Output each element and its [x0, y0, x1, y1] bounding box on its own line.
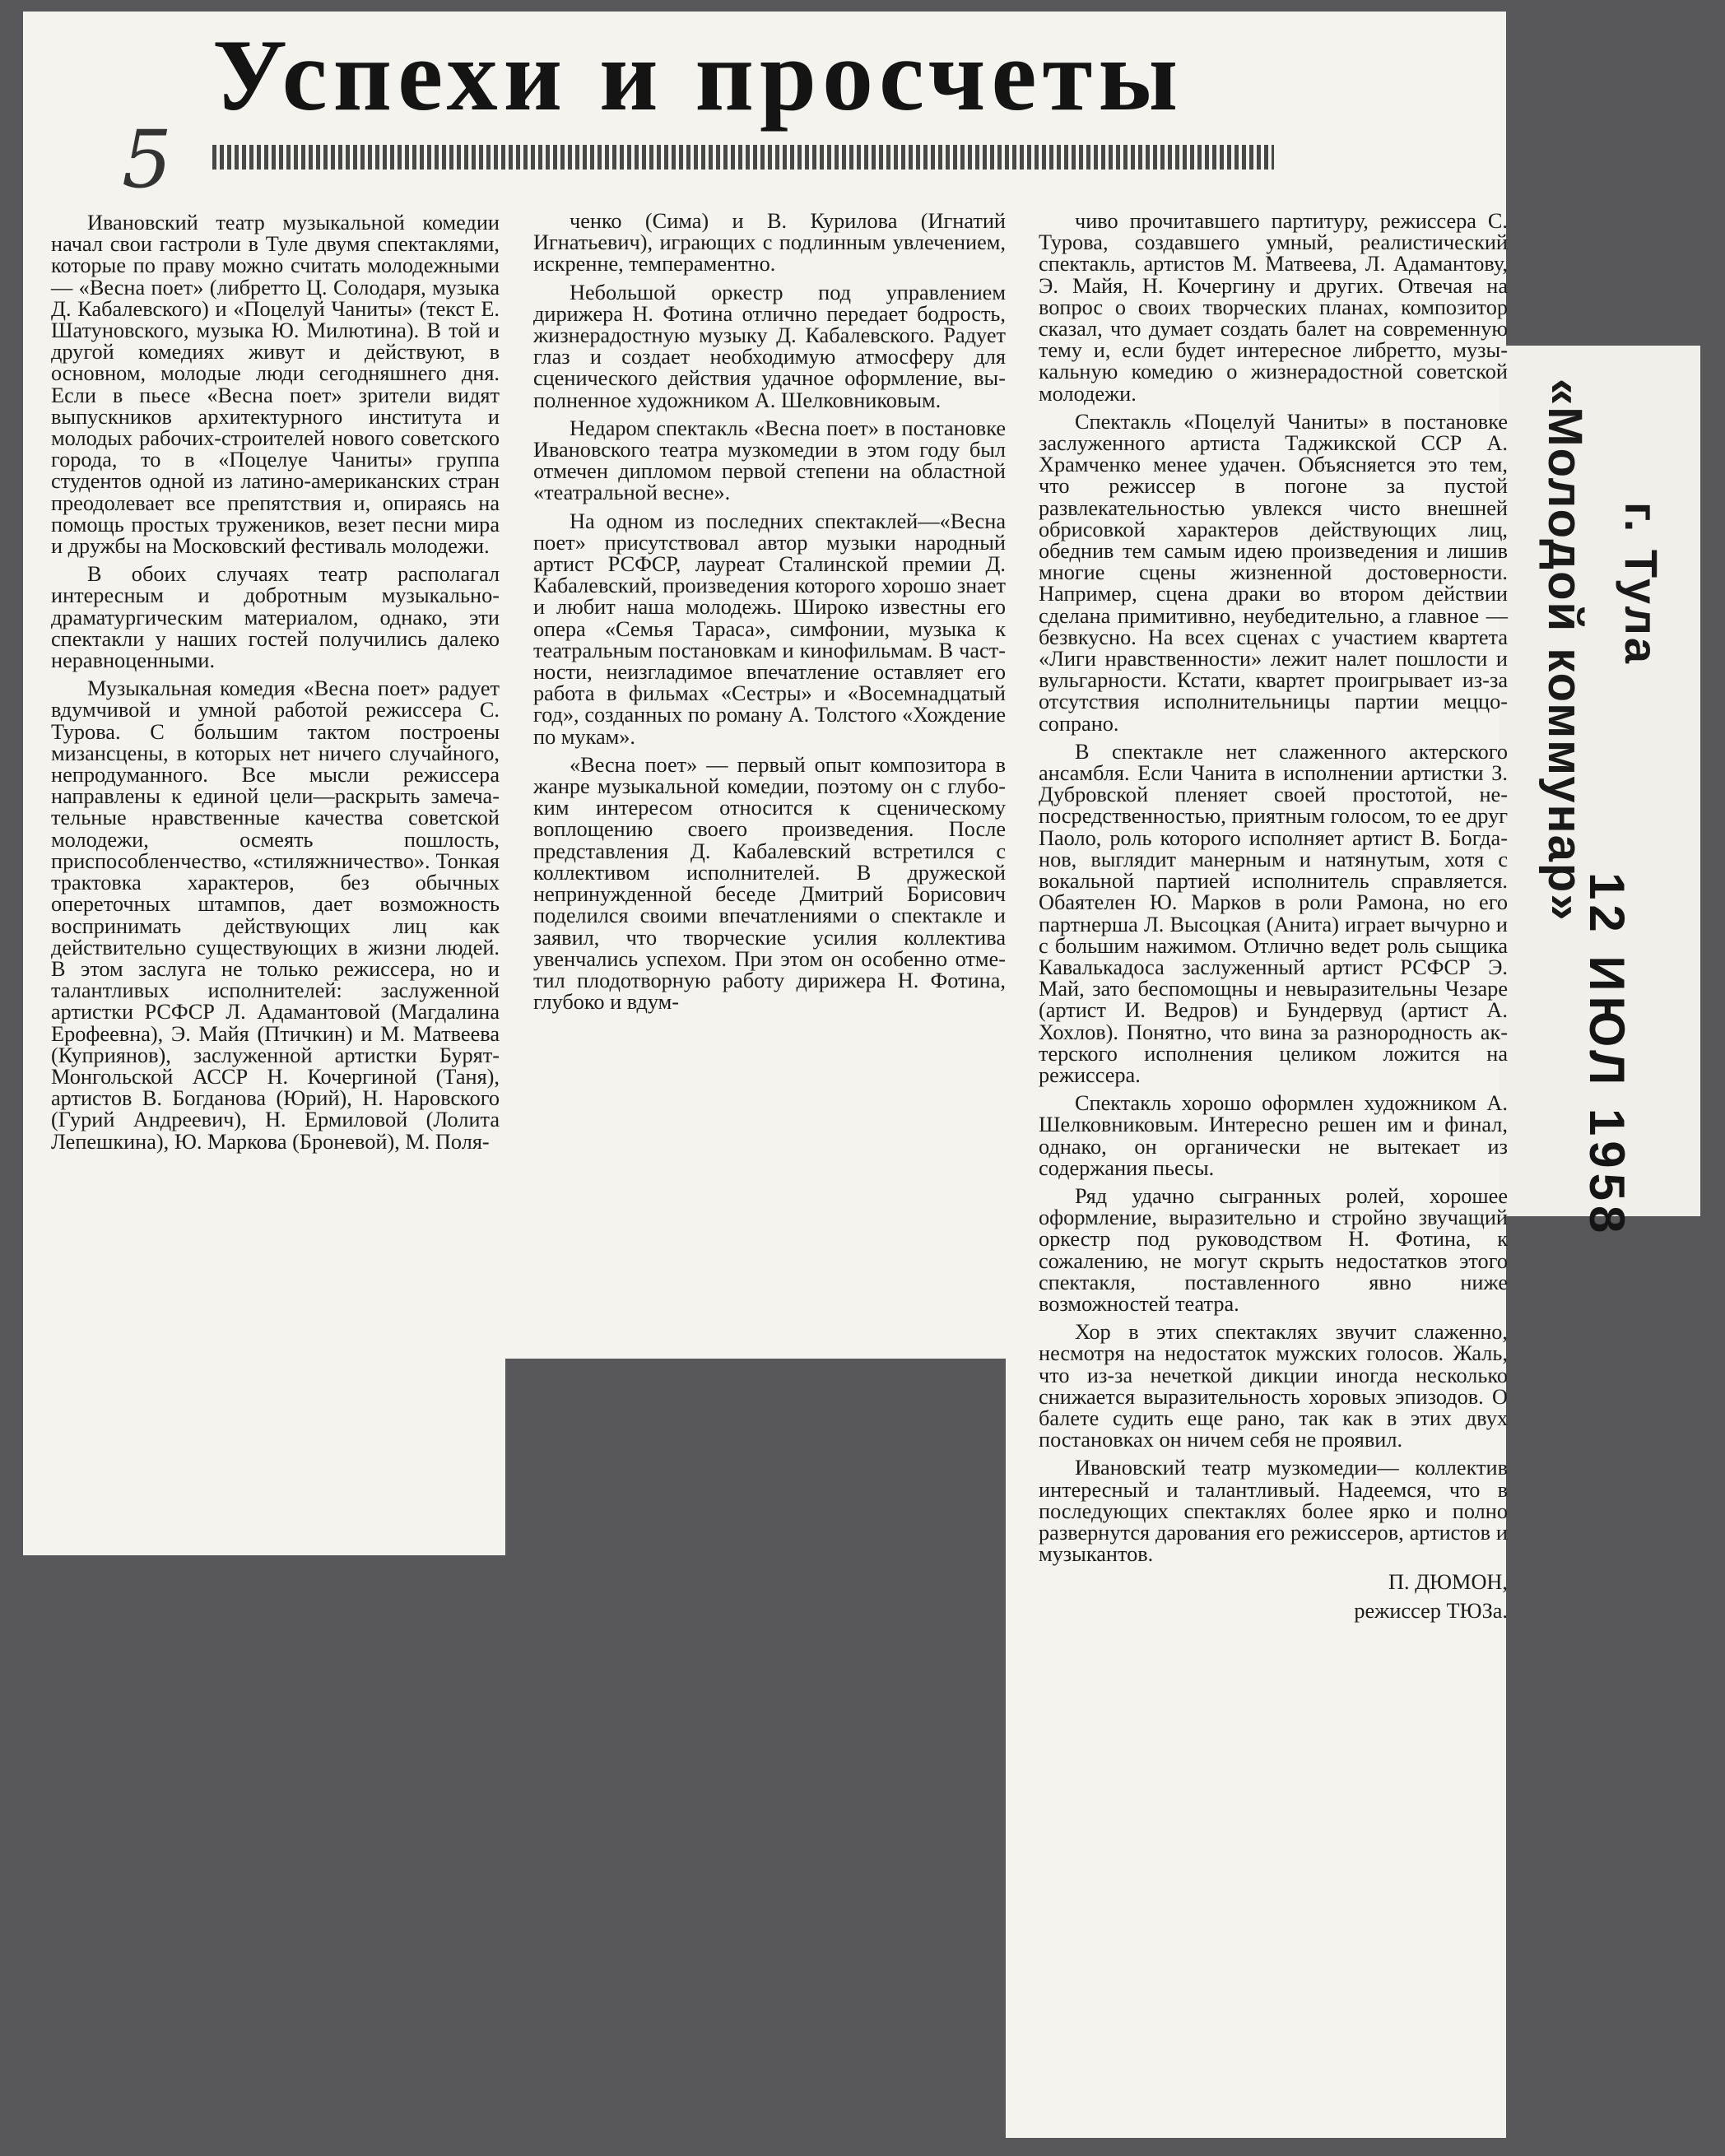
paragraph: Ряд удачно сыгранных ролей, хорошее оформление, выразительно и стройно звучащий оркестр под руководством Н. Фотина, к сожалению, не могут скрыть недостатков этого спектакля, поставленного явно ниже возможностей театра. [1039, 1183, 1508, 1316]
paragraph: Недаром спектакль «Весна поет» в постановке Ивановского театра музкомедии в этом году был отмечен дипломом первой степени на областной «театральной весне». [533, 416, 1006, 505]
paragraph: Ивановский театр музыкальной комедии начал свои гастроли в Туле двумя спектаклями, которые по праву можно считать молодежными — «Весна поет» (либретто Ц. Солодаря, музыка Д. Кабалевского) и «Поцелуй Чаниты» (текст Е. Шатуновского, музыка Ю. Милютина). В той и другой комедиях живут и действуют, в основном, молодые люди сегодняшнего дня. Если в пьесе «Весна поет» зрители видят выпускников архитектурного института и молодых рабочих-строителей нового советского города, то в «Поцелуе Чаниты» группа студентов одной из латино-американских стран преодолевает все препятствия и, опираясь на помощь простых тружеников, везет песни мира и дружбы на Московский фестиваль молодежи. [51, 211, 500, 559]
paragraph: В обоих случаях театр располагал интересным и добротным музыкально-драматургическим материалом, однако, эти спектакли у наших гостей получились далеко неравноценными. [51, 562, 500, 673]
stamp-date: 12 ИЮЛ 1958 [1579, 872, 1634, 1238]
author-signature: П. ДЮМОН, [1388, 1570, 1508, 1595]
paragraph: ченко (Сима) и В. Курилова (Игнатий Игнатьевич), играющих с подлинным увлечением, искренне, темпераментно. [533, 209, 1006, 276]
paragraph: Ивановский театр музкомедии— коллектив интересный и талантливый. Надеемся, что в последующих спектаклях более ярко и полно развернутся дарования его режиссеров, артистов и музыкантов. [1039, 1456, 1508, 1567]
paragraph: На одном из последних спектаклей—«Весна поет» присутствовал автор музыки народный артист РСФСР, лауреат Сталинской премии Д. Кабалевский, произведения которого хорошо знает и любит наша молодежь. Широко известны его опера «Семья Тараса», симфонии, музыка к театральным постановкам и кинофильмам. В частности, неизгладимое впечатление оставляет его работа в фильмах «Сестры» и «Восемнадцатый год», созданных по роману А. Толстого «Хождение по мукам». [533, 509, 1006, 749]
article-column-1 [51, 212, 500, 1159]
paragraph: В спектакле нет слаженного актерского ансамбля. Если Чанита в исполнении артистки З. Дубровской пленяет своей простотой, непосредственностью, приятным голосом, то ее друг Паоло, роль которого исполняет артист В. Богданов, выглядит манерным и натянутым, хотя с вокальной партией исполнитель справляется. Обаятелен Ю. Марков в роли Рамона, но его партнерша Л. Высоцкая (Анита) играет вычурно и с большим нажимом. Отлично ведет роль сыщика Кавалькадоса заслуженный артист РСФСР Э. Май, зато беспомощны и невыразительны Чезаре (артист И. Ведров) и Бундервуд (артист А. Хохлов). Понятно, что вина за разнородность актерского исполнения целиком ложится на режиссера. [1039, 739, 1508, 1087]
paragraph: Хор в этих спектаклях звучит слаженно, несмотря на недостаток мужских голосов. Жаль, что из-за нечеткой дикции иногда несколько снижается выразительность хоровых эпизодов. О балете судить еще рано, так как в этих двух постановках он ничем себя не проявил. [1039, 1320, 1508, 1452]
clipping-paper-left-tail [23, 1350, 505, 1555]
paragraph: чиво прочитавшего партитуру, режиссера С. Турова, создавшего умный, реалистический спектакль, артистов М. Матвеева, Л. Адамантову, Э. Майя, Н. Кочергину и других. Отвечая на вопрос о своих творческих планах, композитор сказал, что думает создать балет на современную тему и, если будет интересное либретто, музыкальную комедию о жизнерадостной советской молодежи. [1039, 209, 1508, 406]
handwritten-number: 5 [122, 114, 173, 206]
stamp-city: г. Тула [1616, 502, 1667, 667]
author-title: режиссер ТЮЗа. [1354, 1598, 1508, 1623]
paragraph: «Весна поет» — первый опыт композитора в жанре музыкальной комедии, поэтому он с глубоким интересом относится к сценическому воплощению своего произведения. После представления Д. Кабалевский встретился с коллективом исполнителей. В дружеской непринужденной беседе Дмитрий Борисович поделился своими впечатлениями о спектакле и заявил, что творческие усилия коллектива увенчались успехом. При этом он особенно отметил плодотворную работу дирижера Н. Фотина, глубоко и вдум- [533, 752, 1006, 1015]
paragraph: Небольшой оркестр под управлением дирижера Н. Фотина отлично передает бодрость, жизнерадостную музыку Д. Кабалевского. Радует глаз и создает необходимую атмосферу для сценического действия удачное оформление, выполненное художником А. Шелковниковым. [533, 280, 1006, 412]
headline-decorative-rule [212, 145, 1274, 170]
article-headline: Успехи и просчеты [212, 19, 1184, 132]
paragraph: Музыкальная комедия «Весна поет» радует вдумчивой и умной работой режиссера С. Турова. С большим тактом построены мизансцены, в которых нет ничего случайного, непродуманного. Все мысли режиссера направлены к единой цели—раскрыть замечательные нравственные качества советской молодежи, осмеять пошлость, приспособленчество, «стиляжничество». Тонкая трактовка характеров, без обычных опереточных штампов, дает возможность воспринимать действующих лиц как действительно существующих в жизни людей. В этом заслуга не только режиссера, но и талантливых исполнителей: заслуженной артистки РСФСР Л. Адамантовой (Магдалина Ерофеевна), Э. Майя (Птичкин) и М. Матвеева (Куприянов), заслуженной артистки Бурят-Монгольской АССР Н. Кочергиной (Таня), артистов В. Богданова (Юрий), Н. Наровского (Гурий Андреевич), Н. Ермиловой (Лолита Лепешкина), Ю. Маркова (Броневой), М. Поля- [51, 676, 500, 1154]
article-column-2 [533, 211, 1006, 1020]
article-column-3 [1039, 211, 1508, 1629]
stamp-publication: «Молодой коммунар» [1538, 379, 1592, 922]
paragraph: Спектакль хорошо оформлен художником А. Шелковниковым. Интересно решен им и финал, однако, он органически не вытекает из содержания пьесы. [1039, 1091, 1508, 1180]
paragraph: Спектакль «Поцелуй Чаниты» в постановке заслуженного артиста Таджикской ССР А. Храмченко менее удачен. Объясняется это тем, что режиссер в погоне за пустой развлекательностью увлекся чисто внешней обрисовкой характеров действующих лиц, обеднив тем самым идею произведения и лишив многие сцены жизненной достоверности. Например, сцена драки во втором действии сделана примитивно, неубедительно, а главное — безвкусно. На всех сценах с участием квартета «Лиги нравственности» лежит налет пошлости и вульгарности. Кстати, квартет проигрывает из-за отсутствия исполнительницы партии меццо-сопрано. [1039, 409, 1508, 736]
